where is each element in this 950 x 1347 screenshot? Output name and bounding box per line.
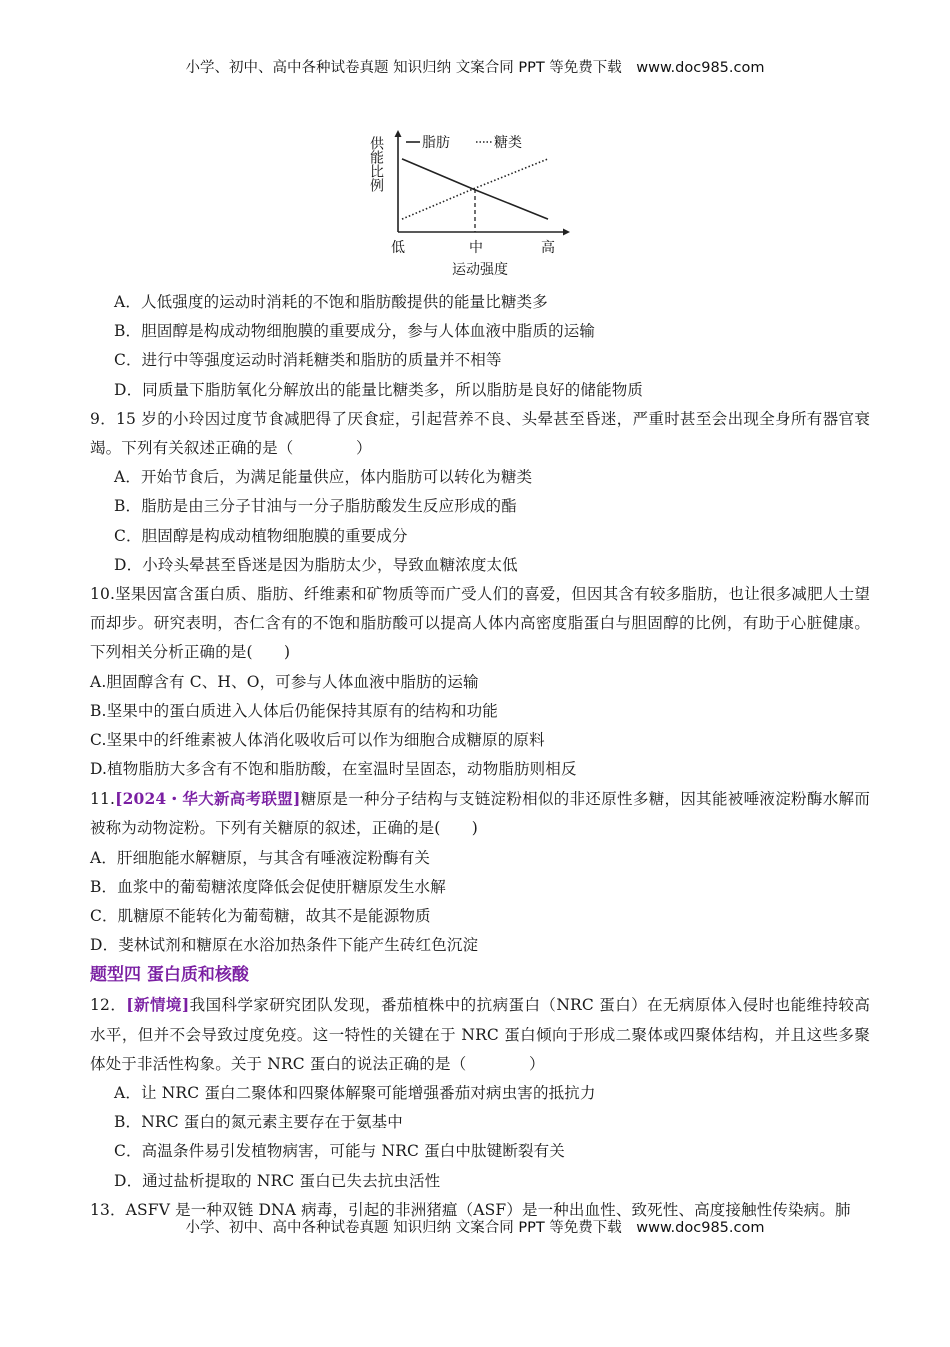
q11-option-d: D．斐林试剂和糖原在水浴加热条件下能产生砖红色沉淀	[90, 936, 479, 955]
q10-option-b: B.坚果中的蛋白质进入人体后仍能保持其原有的结构和功能	[90, 701, 498, 720]
q9-option-b: B．脂肪是由三分子甘油与一分子脂肪酸发生反应形成的酯	[114, 497, 517, 516]
q11-source-tag: [2024・华大新高考联盟]	[115, 789, 301, 809]
q12-number: 12．	[90, 996, 127, 1015]
q11-number: 11.	[90, 790, 116, 809]
q10-option-a: A.胆固醇含有 C、H、O，可参与人体血液中脂肪的运输	[90, 672, 479, 691]
x-axis-label: 运动强度	[452, 262, 508, 278]
q8-option-d: D．同质量下脂肪氧化分解放出的能量比糖类多，所以脂肪是良好的储能物质	[114, 380, 644, 399]
q12-option-d: D．通过盐析提取的 NRC 蛋白已失去抗虫活性	[114, 1171, 441, 1190]
q9-option-a: A．开始节食后，为满足能量供应，体内脂肪可以转化为糖类	[114, 468, 533, 487]
energy-ratio-chart	[368, 128, 572, 286]
q12-option-c: C．高温条件易引发植物病害，可能与 NRC 蛋白中肽键断裂有关	[114, 1142, 565, 1161]
q11-stem	[90, 784, 870, 843]
q9-stem: 9．15 岁的小玲因过度节食减肥得了厌食症，引起营养不良、头晕甚至昏迷，严重时甚至会出现全身所有器官衰竭。下列有关叙述正确的是（ ）	[90, 409, 870, 457]
question-content	[90, 288, 870, 1225]
x-tick-label-high: 高	[541, 240, 555, 256]
q10-stem: 10.坚果因富含蛋白质、脂肪、纤维素和矿物质等而广受人们的喜爱，但因其含有较多脂肪，也让很多减肥人士望而却步。研究表明，杏仁含有的不饱和脂肪酸可以提高人体内高密度脂蛋白与胆固醇的比例，有助于心脏健康。下列相关分析正确的是( )	[90, 584, 870, 662]
x-axis-arrow	[563, 229, 570, 236]
legend-fat-label: 脂肪	[422, 135, 450, 151]
q12-context-tag: [新情境]	[126, 995, 190, 1015]
q12-option-b: B．NRC 蛋白的氮元素主要存在于氨基中	[114, 1113, 403, 1132]
q8-option-b: B．胆固醇是构成动物细胞膜的重要成分，参与人体血液中脂质的运输	[114, 322, 596, 341]
q11-option-a: A．肝细胞能水解糖原，与其含有唾液淀粉酶有关	[90, 848, 430, 867]
q11-option-b: B．血浆中的葡萄糖浓度降低会促使肝糖原发生水解	[90, 877, 446, 896]
q9-option-d: D．小玲头晕甚至昏迷是因为脂肪太少，导致血糖浓度太低	[114, 555, 518, 574]
section-heading: 题型四 蛋白质和核酸	[90, 965, 249, 986]
page-footer: 小学、初中、高中各种试卷真题 知识归纳 文案合同 PPT 等免费下载 www.doc985.com	[185, 1220, 765, 1236]
q10-option-d: D.植物脂肪大多含有不饱和脂肪酸，在室温时呈固态，动物脂肪则相反	[90, 760, 577, 779]
y-axis-label: 供能比例	[368, 136, 384, 192]
q13-stem: 13．ASFV 是一种双链 DNA 病毒，引起的非洲猪瘟（ASF）是一种出血性、致死性、高度接触性传染病。肺	[90, 1200, 851, 1219]
legend-sugar-label: 糖类	[494, 135, 522, 151]
q9-option-c: C．胆固醇是构成动植物细胞膜的重要成分	[114, 526, 408, 545]
x-tick-label-low: 低	[391, 240, 405, 256]
q8-option-c: C．进行中等强度运动时消耗糖类和脂肪的质量并不相等	[114, 351, 502, 370]
page-header: 小学、初中、高中各种试卷真题 知识归纳 文案合同 PPT 等免费下载 www.doc985.com	[185, 60, 765, 76]
x-tick-label-mid: 中	[469, 240, 483, 256]
q8-option-a: A．人低强度的运动时消耗的不饱和脂肪酸提供的能量比糖类多	[114, 293, 548, 311]
q11-stem-text: 糖原是一种分子结构与支链淀粉相似的非还原性多糖，因其能被唾液淀粉酶水解而被称为动物淀粉。下列有关糖原的叙述，正确的是( )	[90, 790, 870, 838]
y-axis-arrow	[395, 130, 402, 137]
q11-option-c: C．肌糖原不能转化为葡萄糖，故其不是能源物质	[90, 907, 431, 926]
q12-stem	[90, 990, 870, 1079]
q10-option-c: C.坚果中的纤维素被人体消化吸收后可以作为细胞合成糖原的原料	[90, 730, 545, 749]
q12-option-a: A．让 NRC 蛋白二聚体和四聚体解聚可能增强番茄对病虫害的抵抗力	[114, 1084, 596, 1103]
q12-stem-text: 我国科学家研究团队发现，番茄植株中的抗病蛋白（NRC 蛋白）在无病原体入侵时也能维持较高水平，但并不会导致过度免疫。这一特性的关键在于 NRC 蛋白倾向于形成二聚体或四聚体结构，并且这些多聚体处于非活性构象。关于 NRC 蛋白的说法正确的是（ ）	[90, 996, 870, 1073]
